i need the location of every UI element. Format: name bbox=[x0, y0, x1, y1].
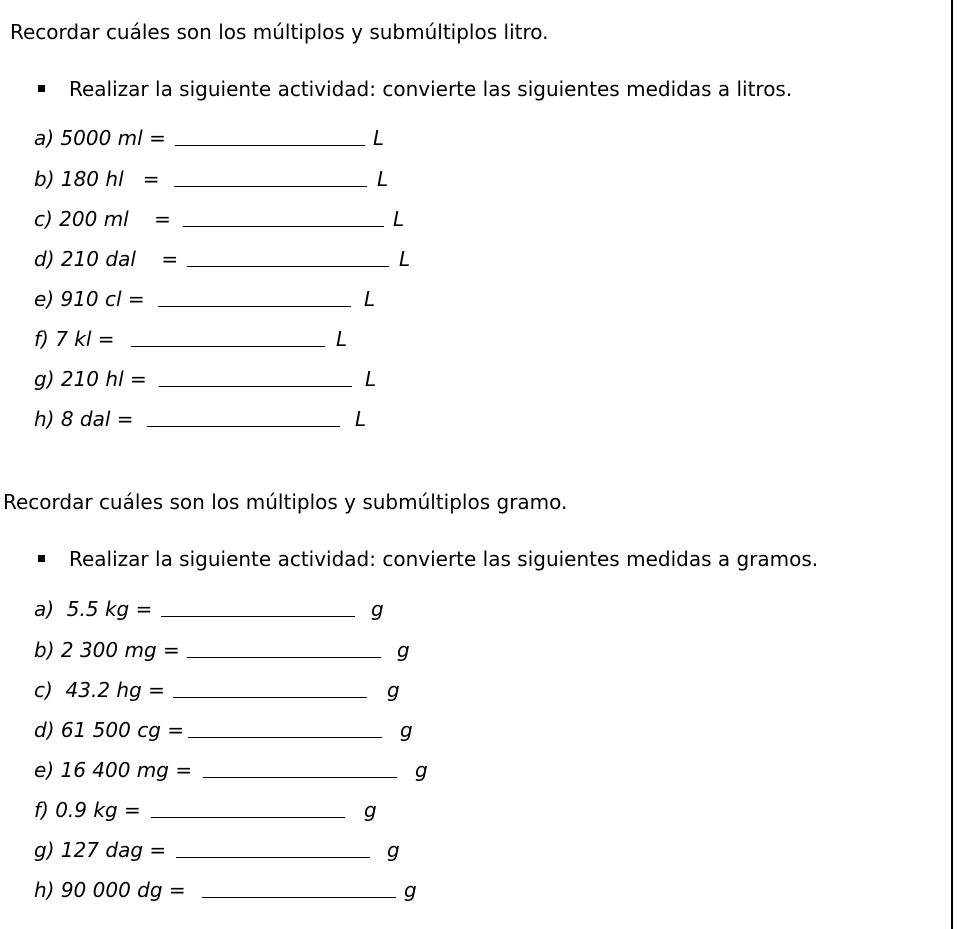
exercise-unit: g bbox=[387, 678, 400, 702]
exercise-unit: g bbox=[415, 758, 428, 782]
exercise-unit: L bbox=[393, 207, 405, 231]
exercise-unit: L bbox=[355, 407, 367, 431]
exercise-expression: a) 5.5 kg = bbox=[34, 597, 153, 621]
exercise-expression: b) 180 hl = bbox=[34, 167, 160, 191]
bullet-square-icon bbox=[38, 85, 45, 92]
exercise-unit: g bbox=[371, 597, 384, 621]
exercise-expression: e) 910 cl = bbox=[34, 287, 145, 311]
answer-blank[interactable] bbox=[158, 306, 351, 307]
page-right-border bbox=[951, 0, 953, 929]
exercise-unit: L bbox=[399, 247, 411, 271]
answer-blank[interactable] bbox=[187, 266, 389, 267]
answer-blank[interactable] bbox=[131, 346, 325, 347]
exercise-unit: g bbox=[404, 878, 417, 902]
exercise-unit: L bbox=[377, 167, 389, 191]
answer-blank[interactable] bbox=[176, 857, 370, 858]
exercise-expression: d) 210 dal = bbox=[34, 247, 179, 271]
heading-gramo: Recordar cuáles son los múltiplos y submúltiplos gramo. bbox=[3, 490, 568, 514]
answer-blank[interactable] bbox=[174, 186, 367, 187]
answer-blank[interactable] bbox=[147, 426, 340, 427]
answer-blank[interactable] bbox=[202, 897, 396, 898]
exercise-expression: c) 200 ml = bbox=[34, 207, 171, 231]
exercise-unit: L bbox=[365, 367, 377, 391]
exercise-unit: L bbox=[364, 287, 376, 311]
answer-blank[interactable] bbox=[188, 737, 382, 738]
exercise-expression: g) 127 dag = bbox=[34, 838, 167, 862]
exercise-expression: h) 90 000 dg = bbox=[34, 878, 186, 902]
exercise-expression: c) 43.2 hg = bbox=[34, 678, 165, 702]
exercise-expression: g) 210 hl = bbox=[34, 367, 147, 391]
answer-blank[interactable] bbox=[203, 777, 397, 778]
exercise-unit: g bbox=[364, 798, 377, 822]
instruction-gramo-text: Realizar la siguiente actividad: convierte las siguientes medidas a gramos. bbox=[69, 547, 819, 571]
answer-blank[interactable] bbox=[161, 616, 355, 617]
exercise-expression: d) 61 500 cg = bbox=[34, 718, 184, 742]
exercise-unit: L bbox=[336, 327, 348, 351]
exercise-expression: e) 16 400 mg = bbox=[34, 758, 193, 782]
exercise-expression: a) 5000 ml = bbox=[34, 126, 166, 150]
instruction-litro-text: Realizar la siguiente actividad: convierte las siguientes medidas a litros. bbox=[69, 77, 793, 101]
exercise-expression: f) 7 kl = bbox=[34, 327, 115, 351]
answer-blank[interactable] bbox=[187, 657, 381, 658]
exercise-unit: g bbox=[387, 838, 400, 862]
answer-blank[interactable] bbox=[151, 817, 345, 818]
exercise-unit: g bbox=[397, 638, 410, 662]
answer-blank[interactable] bbox=[159, 386, 352, 387]
exercise-expression: h) 8 dal = bbox=[34, 407, 134, 431]
exercise-expression: f) 0.9 kg = bbox=[34, 798, 141, 822]
heading-litro: Recordar cuáles son los múltiplos y submúltiplos litro. bbox=[10, 20, 549, 44]
bullet-square-icon bbox=[38, 555, 45, 562]
answer-blank[interactable] bbox=[173, 697, 367, 698]
exercise-unit: g bbox=[400, 718, 413, 742]
exercise-unit: L bbox=[373, 126, 385, 150]
exercise-expression: b) 2 300 mg = bbox=[34, 638, 180, 662]
answer-blank[interactable] bbox=[175, 145, 365, 146]
answer-blank[interactable] bbox=[183, 226, 384, 227]
